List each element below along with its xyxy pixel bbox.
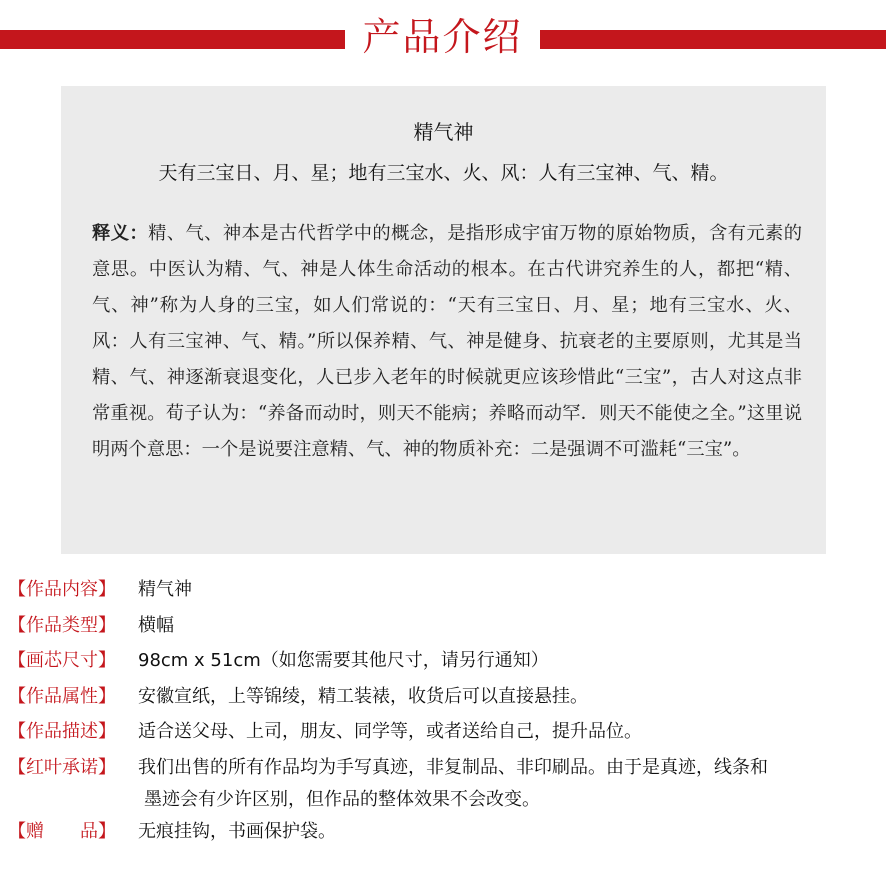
info-row-promise bbox=[8, 752, 886, 816]
info-label: 【作品描述】 bbox=[8, 721, 116, 743]
info-label: 【作品属性】 bbox=[8, 685, 116, 707]
header-bar-left bbox=[0, 30, 345, 49]
info-row-content bbox=[8, 574, 886, 610]
promise-line: 墨迹会有少许区别，但作品的整体效果不会改变。 bbox=[144, 788, 540, 810]
info-label: 【赠 品】 bbox=[8, 820, 116, 842]
info-value: 适合送父母、上司，朋友、同学等，或者送给自己，提升品位。 bbox=[138, 721, 642, 743]
info-label: 【作品类型】 bbox=[8, 614, 116, 636]
artwork-subtitle: 天有三宝日、月、星；地有三宝水、火、风：人有三宝神、气、精。 bbox=[158, 162, 729, 184]
explanation-text: 精、气、神本是古代哲学中的概念，是指形成宇宙万物的原始物质，含有元素的意思。中医认为精、气、神是人体生命活动的根本。在古代讲究养生的人，都把“精、气、神”称为人身的三宝，如人们常说的：“天有三宝日、月、星；地有三宝水、火、风：人有三宝神、气、精。”所以保养精、气、神是健身、抗衰老的主要原则，尤其是当精、气、神逐渐衰退变化，人已步入老年的时候就更应该珍惜此“三宝”，古人对这点非常重视。荀子认为：“养备而动时，则天不能病；养略而动罕．则天不能使之全。”这里说明两个意思：一个是说要注意精、气、神的物质补充：二是强调不可滥耗“三宝”。 bbox=[92, 223, 803, 460]
explanation-lead: 释义： bbox=[92, 223, 149, 244]
promise-line: 我们出售的所有作品均为手写真迹，非复制品、非印刷品。由于是真迹，线条和 bbox=[138, 756, 768, 778]
info-value: 98cm x 51cm（如您需要其他尺寸，请另行通知） bbox=[138, 650, 549, 672]
info-label: 【红叶承诺】 bbox=[8, 756, 116, 778]
description-card bbox=[61, 86, 826, 554]
info-value: 无痕挂钩，书画保护袋。 bbox=[138, 820, 336, 842]
section-title: 产品介绍 bbox=[362, 15, 523, 59]
info-value: 安徽宣纸，上等锦绫，精工装裱，收货后可以直接悬挂。 bbox=[138, 685, 588, 707]
info-label: 【画芯尺寸】 bbox=[8, 650, 116, 672]
info-value bbox=[138, 752, 883, 816]
artwork-explanation bbox=[92, 216, 802, 468]
header-bar-right bbox=[540, 30, 886, 49]
artwork-title: 精气神 bbox=[413, 120, 474, 144]
info-row-size bbox=[8, 645, 886, 681]
info-value: 精气神 bbox=[138, 579, 192, 600]
info-value: 横幅 bbox=[138, 614, 174, 636]
info-row-type bbox=[8, 610, 886, 646]
info-row-gift bbox=[8, 816, 886, 852]
product-info-list bbox=[8, 574, 886, 852]
info-label: 【作品内容】 bbox=[8, 579, 116, 600]
info-row-description bbox=[8, 716, 886, 752]
info-row-attributes bbox=[8, 681, 886, 717]
